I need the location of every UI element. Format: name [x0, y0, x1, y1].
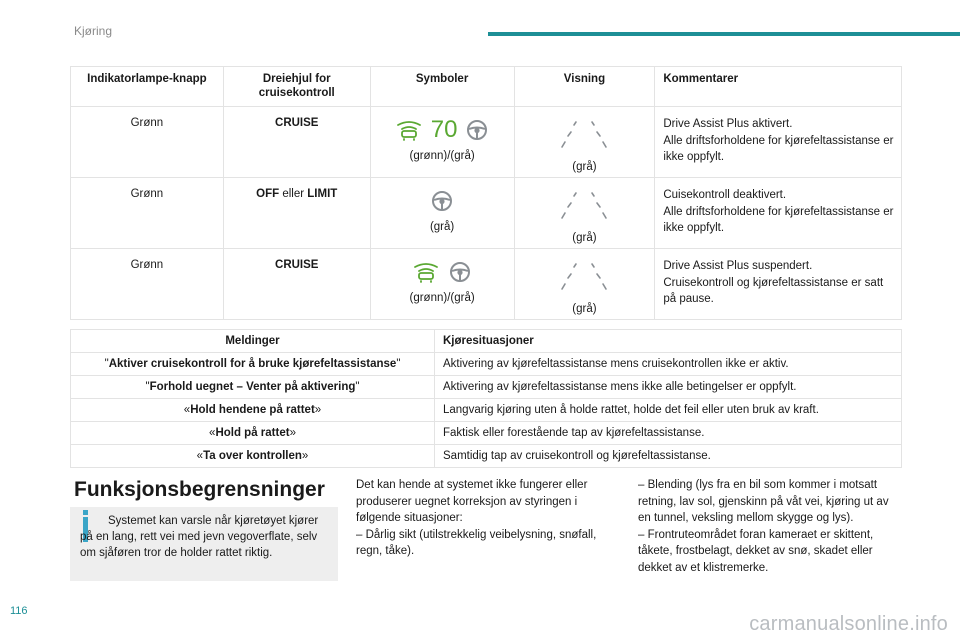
display-cell	[514, 249, 655, 320]
message-cell: «Hold hendene på rattet»	[71, 399, 435, 422]
driver-assist-car-icon	[412, 261, 440, 283]
col-header-symbols: Symboler	[370, 67, 514, 107]
situation-cell: Langvarig kjøring uten å holde rattet, holde det feil eller uten bruk av kraft.	[435, 399, 902, 422]
symbol-color-caption: (grønn)/(grå)	[409, 150, 475, 162]
message-cell: «Hold på rattet»	[71, 422, 435, 445]
table-row	[71, 376, 902, 399]
lamp-cell: Grønn	[71, 249, 224, 320]
table-row	[71, 445, 902, 468]
symbol-color-caption: (grå)	[429, 221, 455, 233]
text-column-3	[638, 477, 900, 576]
lane-markings-icon	[554, 262, 614, 292]
watermark: carmanualsonline.info	[749, 613, 948, 635]
info-note-text: Systemet kan varsle når kjøretøyet kjører på en lang, rett vei med jevn vegoverflate, selv om sjåføren tror de holder rattet riktig.	[80, 515, 319, 559]
table-row	[71, 353, 902, 376]
wheel-cell: OFF eller LIMIT	[223, 178, 370, 249]
wheel-cell: CRUISE	[223, 249, 370, 320]
header-accent-bar	[488, 32, 960, 36]
message-cell: "Forhold uegnet – Venter på aktivering"	[71, 376, 435, 399]
display-cell	[514, 178, 655, 249]
display-color-caption: (grå)	[572, 232, 597, 244]
info-note	[70, 507, 338, 581]
situation-cell: Faktisk eller forestående tap av kjørefeltassistanse.	[435, 422, 902, 445]
comment-cell: Cuisekontroll deaktivert. Alle driftsforholdene for kjørefeltassistanse er ikke oppfylt.	[655, 178, 902, 249]
wheel-cell: CRUISE	[223, 107, 370, 178]
limitation-item: – Dårlig sikt (utilstrekkelig veibelysning, snøfall, regn, tåke).	[356, 528, 597, 557]
lamp-cell: Grønn	[71, 107, 224, 178]
steering-wheel-icon	[465, 118, 489, 142]
symbols-cell	[370, 178, 514, 249]
table-row	[71, 399, 902, 422]
situation-cell: Aktivering av kjørefeltassistanse mens cruisekontrollen ikke er aktiv.	[435, 353, 902, 376]
col-header-lamp: Indikatorlampe-knapp	[71, 67, 224, 107]
situation-cell: Samtidig tap av cruisekontroll og kjørefeltassistanse.	[435, 445, 902, 468]
table-row	[71, 422, 902, 445]
col-header-display: Visning	[514, 67, 655, 107]
messages-table	[70, 329, 902, 468]
comment-cell: Drive Assist Plus aktivert. Alle driftsforholdene for kjørefeltassistanse er ikke oppfylt.	[655, 107, 902, 178]
col-header-comments: Kommentarer	[655, 67, 902, 107]
display-cell	[514, 107, 655, 178]
page-number: 116	[10, 605, 28, 617]
speed-value: 70	[430, 116, 458, 143]
table-row	[71, 249, 902, 320]
limitation-item: – Blending (lys fra en bil som kommer i motsatt retning, lav sol, gjenskinn på våt vei, kjøring ut av en tunnel, veksling mellom skygge og lys).	[638, 479, 889, 524]
col-header-situations: Kjøresituasjoner	[435, 330, 902, 353]
cruise-indicator-table	[70, 66, 902, 320]
comment-cell: Drive Assist Plus suspendert. Cruisekontroll og kjørefeltassistanse er satt på pause.	[655, 249, 902, 320]
driver-assist-car-icon	[395, 119, 423, 141]
lane-markings-icon	[554, 191, 614, 221]
display-color-caption: (grå)	[572, 303, 597, 315]
steering-wheel-icon	[430, 189, 454, 213]
display-color-caption: (grå)	[572, 161, 597, 173]
col-header-messages: Meldinger	[71, 330, 435, 353]
lane-markings-icon	[554, 120, 614, 150]
symbol-color-caption: (grønn)/(grå)	[409, 292, 475, 304]
steering-wheel-icon	[448, 260, 472, 284]
limitations-intro: Det kan hende at systemet ikke fungerer eller produserer uegnet korreksjon av styringen i følgende situasjoner:	[356, 479, 588, 524]
running-header: Kjøring	[74, 24, 113, 38]
symbols-cell	[370, 249, 514, 320]
situation-cell: Aktivering av kjørefeltassistanse mens ikke alle betingelser er oppfylt.	[435, 376, 902, 399]
col-header-wheel: Dreiehjul for cruisekontroll	[223, 67, 370, 107]
symbols-cell	[370, 107, 514, 178]
lamp-cell: Grønn	[71, 178, 224, 249]
limitation-item: – Frontruteområdet foran kameraet er skittent, tåkete, frostbelagt, dekket av snø, skadet eller dekket av et klistremerke.	[638, 528, 874, 574]
text-column-2	[356, 477, 618, 560]
message-cell: «Ta over kontrollen»	[71, 445, 435, 468]
section-title: Funksjonsbegrensninger	[74, 478, 325, 501]
table-row	[71, 178, 902, 249]
table-row	[71, 107, 902, 178]
message-cell: "Aktiver cruisekontroll for å bruke kjørefeltassistanse"	[71, 353, 435, 376]
